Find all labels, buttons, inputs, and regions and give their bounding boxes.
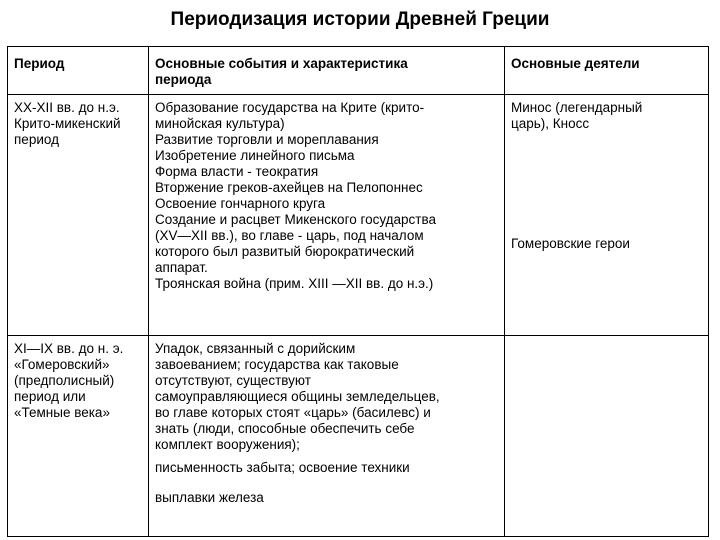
event-line: Вторжение греков-ахейцев на Пелопоннес [155, 180, 423, 195]
period-line: Крито-микенский [14, 116, 121, 131]
header-period [8, 47, 149, 95]
header-period-label: Период [14, 56, 65, 71]
event-line: самоуправляющиеся общины земледельцев, [155, 389, 440, 404]
event-line: Освоение гончарного круга [155, 196, 326, 211]
events-cell [149, 336, 505, 537]
table-row [8, 95, 709, 336]
event-line: комплект вооружения); [155, 437, 300, 452]
event-line: минойская культура) [155, 116, 285, 131]
event-line: выплавки железа [155, 490, 264, 505]
event-line: Упадок, связанный с дорийским [155, 341, 356, 356]
event-line: Создание и расцвет Микенского государства [155, 212, 436, 227]
period-line: «Гомеровский» [14, 357, 110, 372]
event-line: Развитие торговли и мореплавания [155, 132, 379, 147]
header-events [149, 47, 505, 95]
period-line: период или [14, 389, 86, 404]
period-line: (предполисный) [14, 373, 115, 388]
periodization-table [7, 46, 709, 537]
page-title: Периодизация истории Древней Греции [170, 9, 550, 30]
figure-line: Минос (легендарный [511, 100, 643, 115]
event-line: Изобретение линейного письма [155, 148, 355, 163]
event-line: Форма власти - теократия [155, 164, 319, 179]
event-line: Троянская война (прим. XIII —XII вв. до н.э.) [155, 276, 434, 291]
period-line: XX-XII вв. до н.э. [14, 100, 120, 115]
table-header-row [8, 47, 709, 95]
figure-line: царь), Кносс [511, 116, 590, 131]
period-line: период [14, 132, 59, 147]
period-line: «Темные века» [14, 405, 110, 420]
event-line: (XV—XII вв.), во главе - царь, под началом [155, 228, 424, 243]
period-cell [8, 336, 149, 537]
event-line: которого был развитый бюрократический [155, 244, 415, 259]
event-line: знать (люди, способные обеспечить себе [155, 421, 415, 436]
header-figures [505, 47, 709, 95]
period-cell [8, 95, 149, 336]
period-line: XI—IX вв. до н. э. [14, 341, 124, 356]
header-events-label-line: периода [155, 72, 212, 87]
event-line: отсутствуют, существуют [155, 373, 311, 388]
header-events-label-line: Основные события и характеристика [155, 56, 408, 71]
events-cell [149, 95, 505, 336]
figures-cell [505, 336, 709, 537]
event-line: письменность забыта; освоение техники [155, 460, 410, 475]
event-line: во главе которых стоят «царь» (басилевс) и [155, 405, 431, 420]
figures-cell [505, 95, 709, 336]
table-row [8, 336, 709, 537]
event-line: завоеванием; государства как таковые [155, 357, 399, 372]
figure-line: Гомеровские герои [511, 236, 630, 251]
event-line: Образование государства на Крите (крито- [155, 100, 425, 115]
header-figures-label: Основные деятели [511, 56, 640, 71]
event-line: аппарат. [155, 260, 208, 275]
